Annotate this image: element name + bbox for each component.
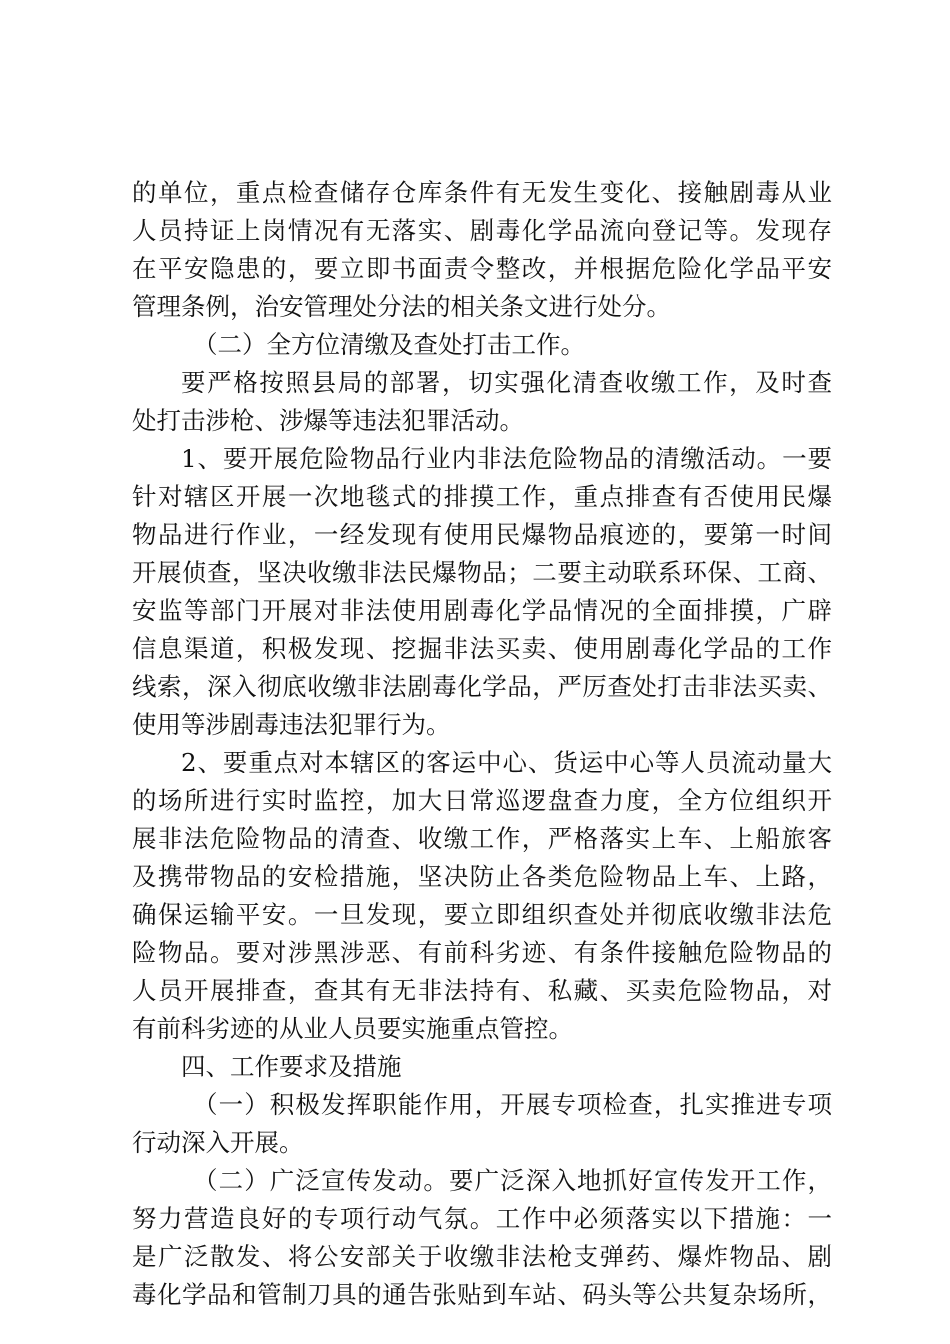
text-line: 在平安隐患的，要立即书面责令整改，并根据危险化学品平安 [132,254,832,283]
text-line: 行动深入开展。 [132,1128,304,1157]
text-line: 安监等部门开展对非法使用剧毒化学品情况的全面排摸，广辟 [132,596,832,625]
text-line: 展非法危险物品的清查、收缴工作，严格落实上车、上船旅客 [132,824,832,853]
text-line: 毒化学品和管制刀具的通告张贴到车站、码头等公共复杂场所， [132,1280,832,1309]
text-line: 针对辖区开展一次地毯式的排摸工作，重点排查有否使用民爆 [132,482,832,511]
text-line: 使用等涉剧毒违法犯罪行为。 [132,710,451,739]
text-line: 是广泛散发、将公安部关于收缴非法枪支弹药、爆炸物品、剧 [132,1242,832,1271]
text-line: 开展侦查，坚决收缴非法民爆物品；二要主动联系环保、工商、 [132,558,832,587]
text-line: （一）积极发挥职能作用，开展专项检查，扎实推进专项 [193,1090,832,1119]
text-line: 及携带物品的安检措施，坚决防止各类危险物品上车、上路， [132,862,832,891]
text-line: 物品进行作业，一经发现有使用民爆物品痕迹的，要第一时间 [132,520,832,549]
text-line: 险物品。要对涉黑涉恶、有前科劣迹、有条件接触危险物品的 [132,938,832,967]
text-line: 的单位，重点检查储存仓库条件有无发生变化、接触剧毒从业 [132,178,832,207]
text-line: 人员持证上岗情况有无落实、剧毒化学品流向登记等。发现存 [132,216,832,245]
text-line: 努力营造良好的专项行动气氛。工作中必须落实以下措施：一 [132,1204,832,1233]
section-heading: 四、工作要求及措施 [181,1052,402,1081]
text-line: 管理条例，治安管理处分法的相关条文进行处分。 [132,292,671,321]
text-line: 确保运输平安。一旦发现，要立即组织查处并彻底收缴非法危 [132,900,832,929]
text-line: 线索，深入彻底收缴非法剧毒化学品，严厉查处打击非法买卖、 [132,672,832,701]
text-line: 1、要开展危险物品行业内非法危险物品的清缴活动。一要 [181,444,832,473]
text-line: 人员开展排查，查其有无非法持有、私藏、买卖危险物品，对 [132,976,832,1005]
text-line: 信息渠道，积极发现、挖掘非法买卖、使用剧毒化学品的工作 [132,634,832,663]
section-heading: （二）全方位清缴及查处打击工作。 [193,330,585,359]
text-line: 处打击涉枪、涉爆等违法犯罪活动。 [132,406,524,435]
text-line: 要严格按照县局的部署，切实强化清查收缴工作，及时查 [181,368,832,397]
text-line: （二）广泛宣传发动。要广泛深入地抓好宣传发开工作， [193,1166,832,1195]
text-line: 有前科劣迹的从业人员要实施重点管控。 [132,1014,573,1043]
text-line: 2、要重点对本辖区的客运中心、货运中心等人员流动量大 [181,748,832,777]
text-line: 的场所进行实时监控，加大日常巡逻盘查力度，全方位组织开 [132,786,832,815]
